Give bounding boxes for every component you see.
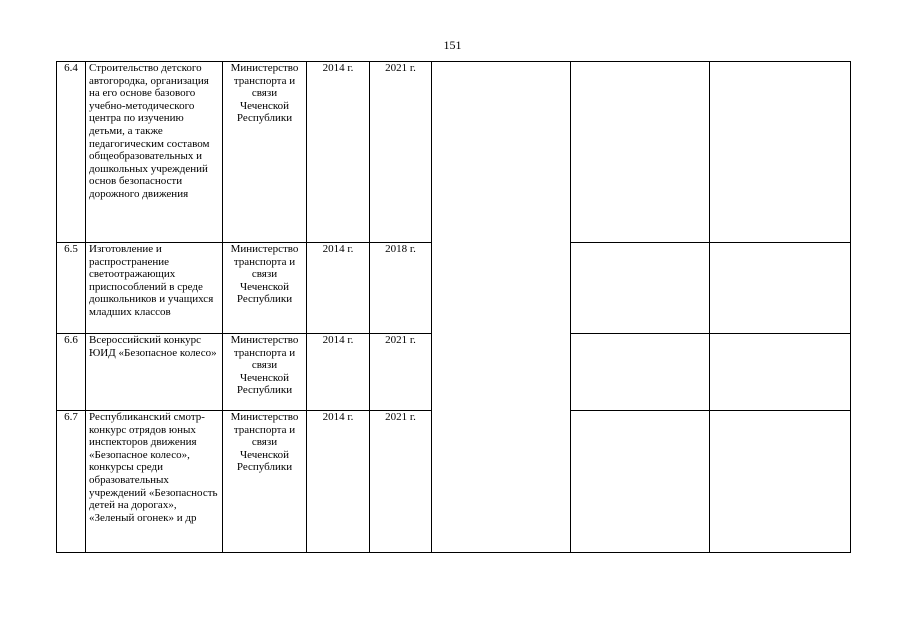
empty-cell bbox=[710, 334, 851, 411]
executor: Министерство транспорта и связи Чеченской Республики bbox=[223, 62, 307, 243]
end-year: 2021 г. bbox=[370, 334, 432, 411]
empty-cell bbox=[571, 62, 710, 243]
measures-table bbox=[56, 61, 851, 553]
start-year: 2014 г. bbox=[307, 334, 370, 411]
executor: Министерство транспорта и связи Чеченской Республики bbox=[223, 243, 307, 334]
measure-name: Республиканский смотр-конкурс отрядов юных инспекторов движения «Безопасное колесо», конкурсы среди образовательных учреждений «Безопасность детей на дорогах», «Зеленый огонек» и др bbox=[86, 411, 223, 553]
empty-cell bbox=[571, 243, 710, 334]
executor: Министерство транспорта и связи Чеченской Республики bbox=[223, 334, 307, 411]
end-year: 2021 г. bbox=[370, 62, 432, 243]
row-number: 6.4 bbox=[57, 62, 86, 243]
start-year: 2014 г. bbox=[307, 243, 370, 334]
measure-name: Строительство детского автогородка, организация на его основе базового учебно-методического центра по изучению детьми, а также педагогическим составом общеобразовательных и дошкольных учреждений основ безопасности дорожного движения bbox=[86, 62, 223, 243]
measure-name: Изготовление и распространение светоотражающих приспособлений в среде дошкольников и учащихся младших классов bbox=[86, 243, 223, 334]
table-row bbox=[57, 62, 851, 243]
page-number: 151 bbox=[443, 38, 462, 52]
empty-cell bbox=[710, 62, 851, 243]
end-year: 2021 г. bbox=[370, 411, 432, 553]
row-number: 6.6 bbox=[57, 334, 86, 411]
start-year: 2014 г. bbox=[307, 62, 370, 243]
measure-name: Всероссийский конкурс ЮИД «Безопасное колесо» bbox=[86, 334, 223, 411]
empty-merged-cell bbox=[432, 62, 571, 553]
row-number: 6.7 bbox=[57, 411, 86, 553]
row-number: 6.5 bbox=[57, 243, 86, 334]
end-year: 2018 г. bbox=[370, 243, 432, 334]
start-year: 2014 г. bbox=[307, 411, 370, 553]
empty-cell bbox=[710, 243, 851, 334]
empty-cell bbox=[571, 334, 710, 411]
executor: Министерство транспорта и связи Чеченской Республики bbox=[223, 411, 307, 553]
empty-cell bbox=[571, 411, 710, 553]
empty-cell bbox=[710, 411, 851, 553]
